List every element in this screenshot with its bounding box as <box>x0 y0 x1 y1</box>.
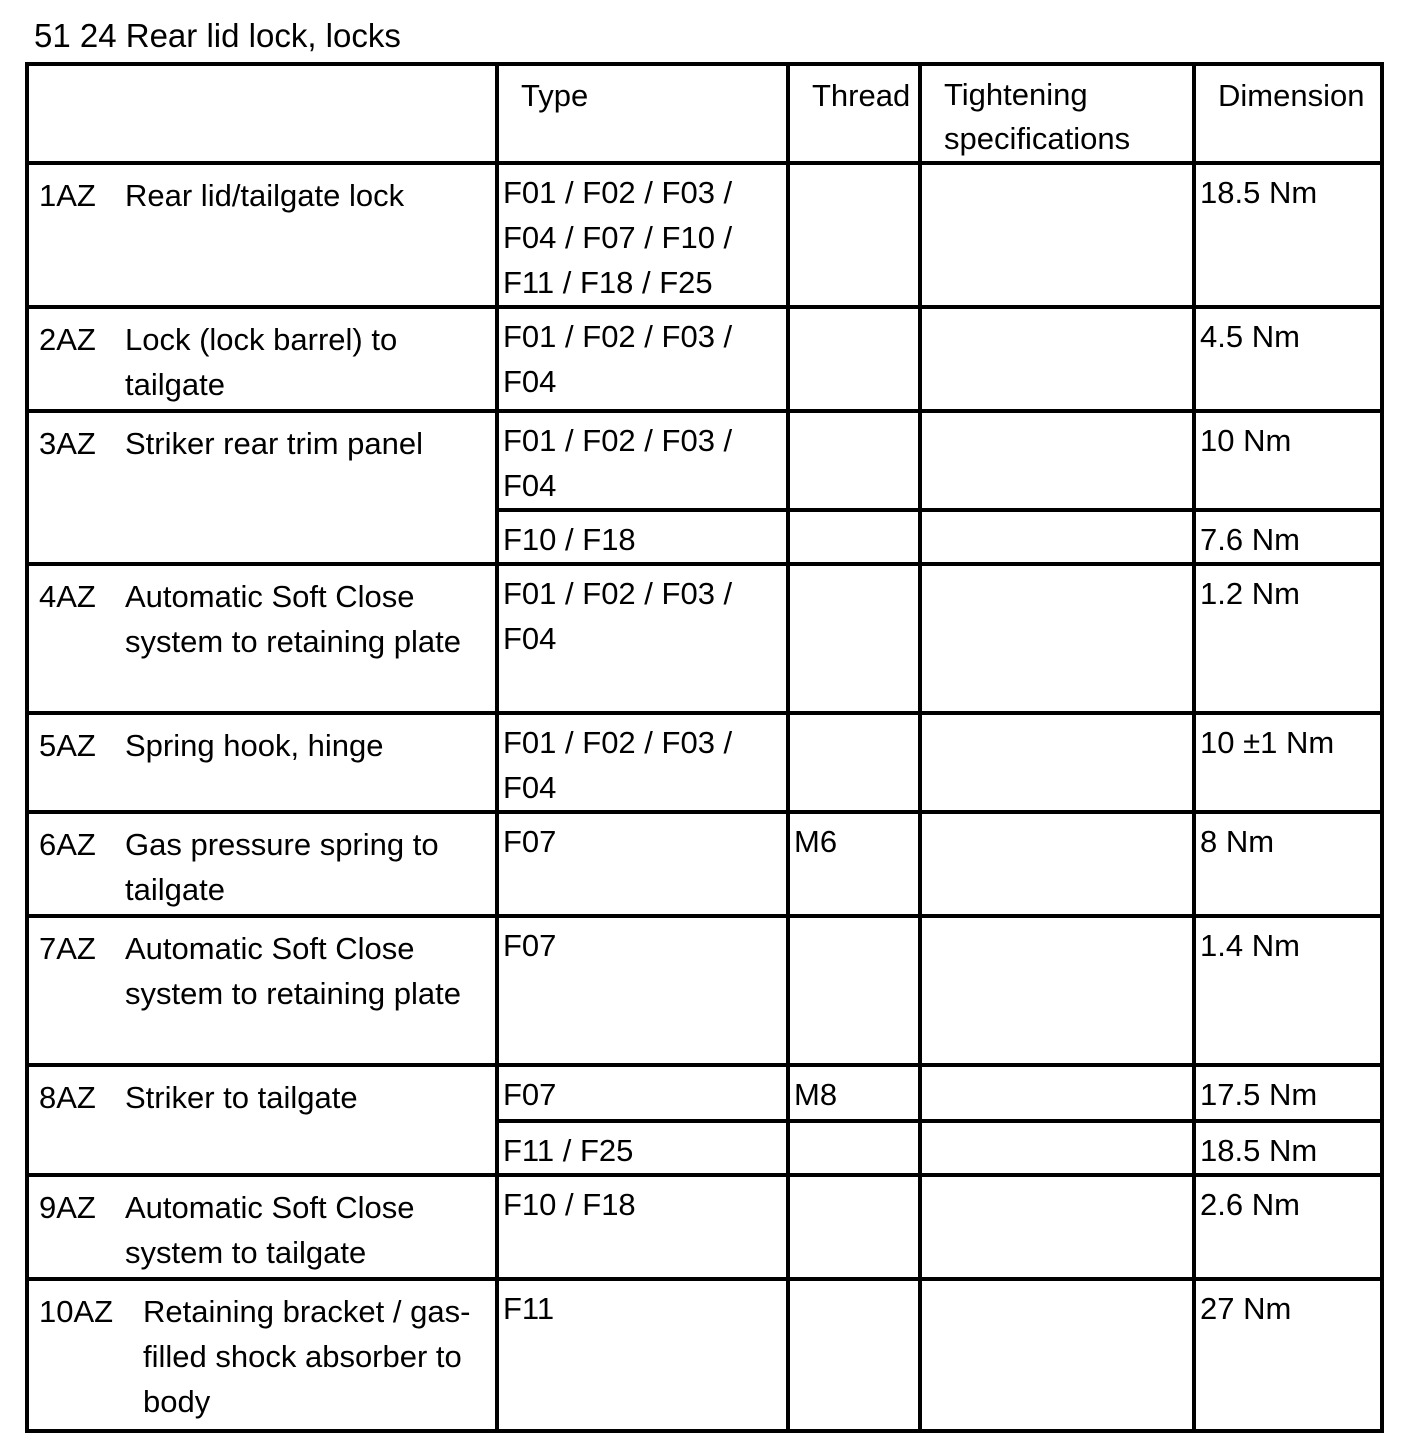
tightening-cell <box>920 916 1194 1065</box>
item-description: Gas pressure spring to tailgate <box>125 827 439 907</box>
item-cell <box>27 812 497 916</box>
dimension-cell: 18.5 Nm <box>1194 163 1382 307</box>
type-cell: F07 <box>497 812 788 916</box>
item-number: 2AZ <box>39 322 96 357</box>
header-item <box>27 64 497 163</box>
thread-cell: M8 <box>788 1065 920 1121</box>
dimension-cell: 4.5 Nm <box>1194 307 1382 411</box>
table-row <box>27 713 1382 812</box>
dimension-cell: 1.2 Nm <box>1194 564 1382 713</box>
thread-cell <box>788 411 920 510</box>
thread-cell <box>788 1279 920 1431</box>
thread-cell <box>788 564 920 713</box>
tightening-cell <box>920 1121 1194 1175</box>
item-cell <box>27 411 497 564</box>
header-row <box>27 64 1382 163</box>
table-row <box>27 1175 1382 1279</box>
thread-cell <box>788 307 920 411</box>
header-type: Type <box>497 64 788 163</box>
thread-cell <box>788 713 920 812</box>
dimension-cell: 2.6 Nm <box>1194 1175 1382 1279</box>
tightening-cell <box>920 510 1194 564</box>
dimension-cell: 10 ±1 Nm <box>1194 713 1382 812</box>
type-cell: F11 <box>497 1279 788 1431</box>
item-number: 6AZ <box>39 827 96 862</box>
table-row <box>27 812 1382 916</box>
item-cell <box>27 564 497 713</box>
table-row <box>27 411 1382 510</box>
thread-cell <box>788 1175 920 1279</box>
type-cell: F07 <box>497 916 788 1065</box>
dimension-cell: 27 Nm <box>1194 1279 1382 1431</box>
page-title: 51 24 Rear lid lock, locks <box>34 17 401 54</box>
thread-cell: M6 <box>788 812 920 916</box>
table-row <box>27 307 1382 411</box>
type-cell: F11 / F25 <box>497 1121 788 1175</box>
item-cell <box>27 1065 497 1175</box>
dimension-cell: 8 Nm <box>1194 812 1382 916</box>
dimension-cell: 1.4 Nm <box>1194 916 1382 1065</box>
thread-cell <box>788 163 920 307</box>
tightening-cell <box>920 1279 1194 1431</box>
header-thread: Thread <box>788 64 920 163</box>
item-description: Striker to tailgate <box>125 1080 358 1115</box>
tightening-cell <box>920 307 1194 411</box>
item-description: Striker rear trim panel <box>125 426 424 461</box>
item-number: 5AZ <box>39 728 96 763</box>
thread-cell <box>788 510 920 564</box>
table-row <box>27 163 1382 307</box>
type-cell: F01 / F02 / F03 / F04 <box>497 713 788 812</box>
item-cell <box>27 1175 497 1279</box>
header-tightening: Tightening specifications <box>920 64 1194 163</box>
item-description: Spring hook, hinge <box>125 728 384 763</box>
thread-cell <box>788 1121 920 1175</box>
item-description: Automatic Soft Close system to tailgate <box>125 1190 415 1270</box>
item-description: Automatic Soft Close system to retaining plate <box>125 579 462 659</box>
tightening-cell <box>920 1065 1194 1121</box>
table-row <box>27 1279 1382 1431</box>
item-description: Automatic Soft Close system to retaining plate <box>125 931 462 1011</box>
tightening-cell <box>920 564 1194 713</box>
type-cell: F01 / F02 / F03 / F04 <box>497 307 788 411</box>
header-dimension: Dimension <box>1194 64 1382 163</box>
dimension-cell: 7.6 Nm <box>1194 510 1382 564</box>
torque-spec-table <box>25 62 1384 1433</box>
item-cell <box>27 713 497 812</box>
table-row <box>27 1065 1382 1121</box>
dimension-cell: 18.5 Nm <box>1194 1121 1382 1175</box>
type-cell: F01 / F02 / F03 / F04 <box>497 564 788 713</box>
item-description: Lock (lock barrel) to tailgate <box>125 322 398 402</box>
item-number: 9AZ <box>39 1190 96 1225</box>
item-cell <box>27 163 497 307</box>
item-cell <box>27 916 497 1065</box>
item-description: Rear lid/tailgate lock <box>125 178 405 213</box>
type-cell: F10 / F18 <box>497 510 788 564</box>
item-number: 10AZ <box>39 1294 114 1329</box>
dimension-cell: 17.5 Nm <box>1194 1065 1382 1121</box>
item-cell <box>27 307 497 411</box>
dimension-cell: 10 Nm <box>1194 411 1382 510</box>
table-row <box>27 564 1382 713</box>
type-cell: F01 / F02 / F03 / F04 / F07 / F10 / F11 / F18 / F25 <box>497 163 788 307</box>
thread-cell <box>788 916 920 1065</box>
table-row <box>27 916 1382 1065</box>
item-number: 3AZ <box>39 426 96 461</box>
tightening-cell <box>920 1175 1194 1279</box>
tightening-cell <box>920 163 1194 307</box>
tightening-cell <box>920 812 1194 916</box>
item-number: 7AZ <box>39 931 96 966</box>
item-cell <box>27 1279 497 1431</box>
item-number: 4AZ <box>39 579 96 614</box>
tightening-cell <box>920 411 1194 510</box>
type-cell: F10 / F18 <box>497 1175 788 1279</box>
tightening-cell <box>920 713 1194 812</box>
item-number: 1AZ <box>39 178 96 213</box>
type-cell: F01 / F02 / F03 / F04 <box>497 411 788 510</box>
item-description: Retaining bracket / gas-filled shock absorber to body <box>143 1294 471 1419</box>
item-number: 8AZ <box>39 1080 96 1115</box>
type-cell: F07 <box>497 1065 788 1121</box>
